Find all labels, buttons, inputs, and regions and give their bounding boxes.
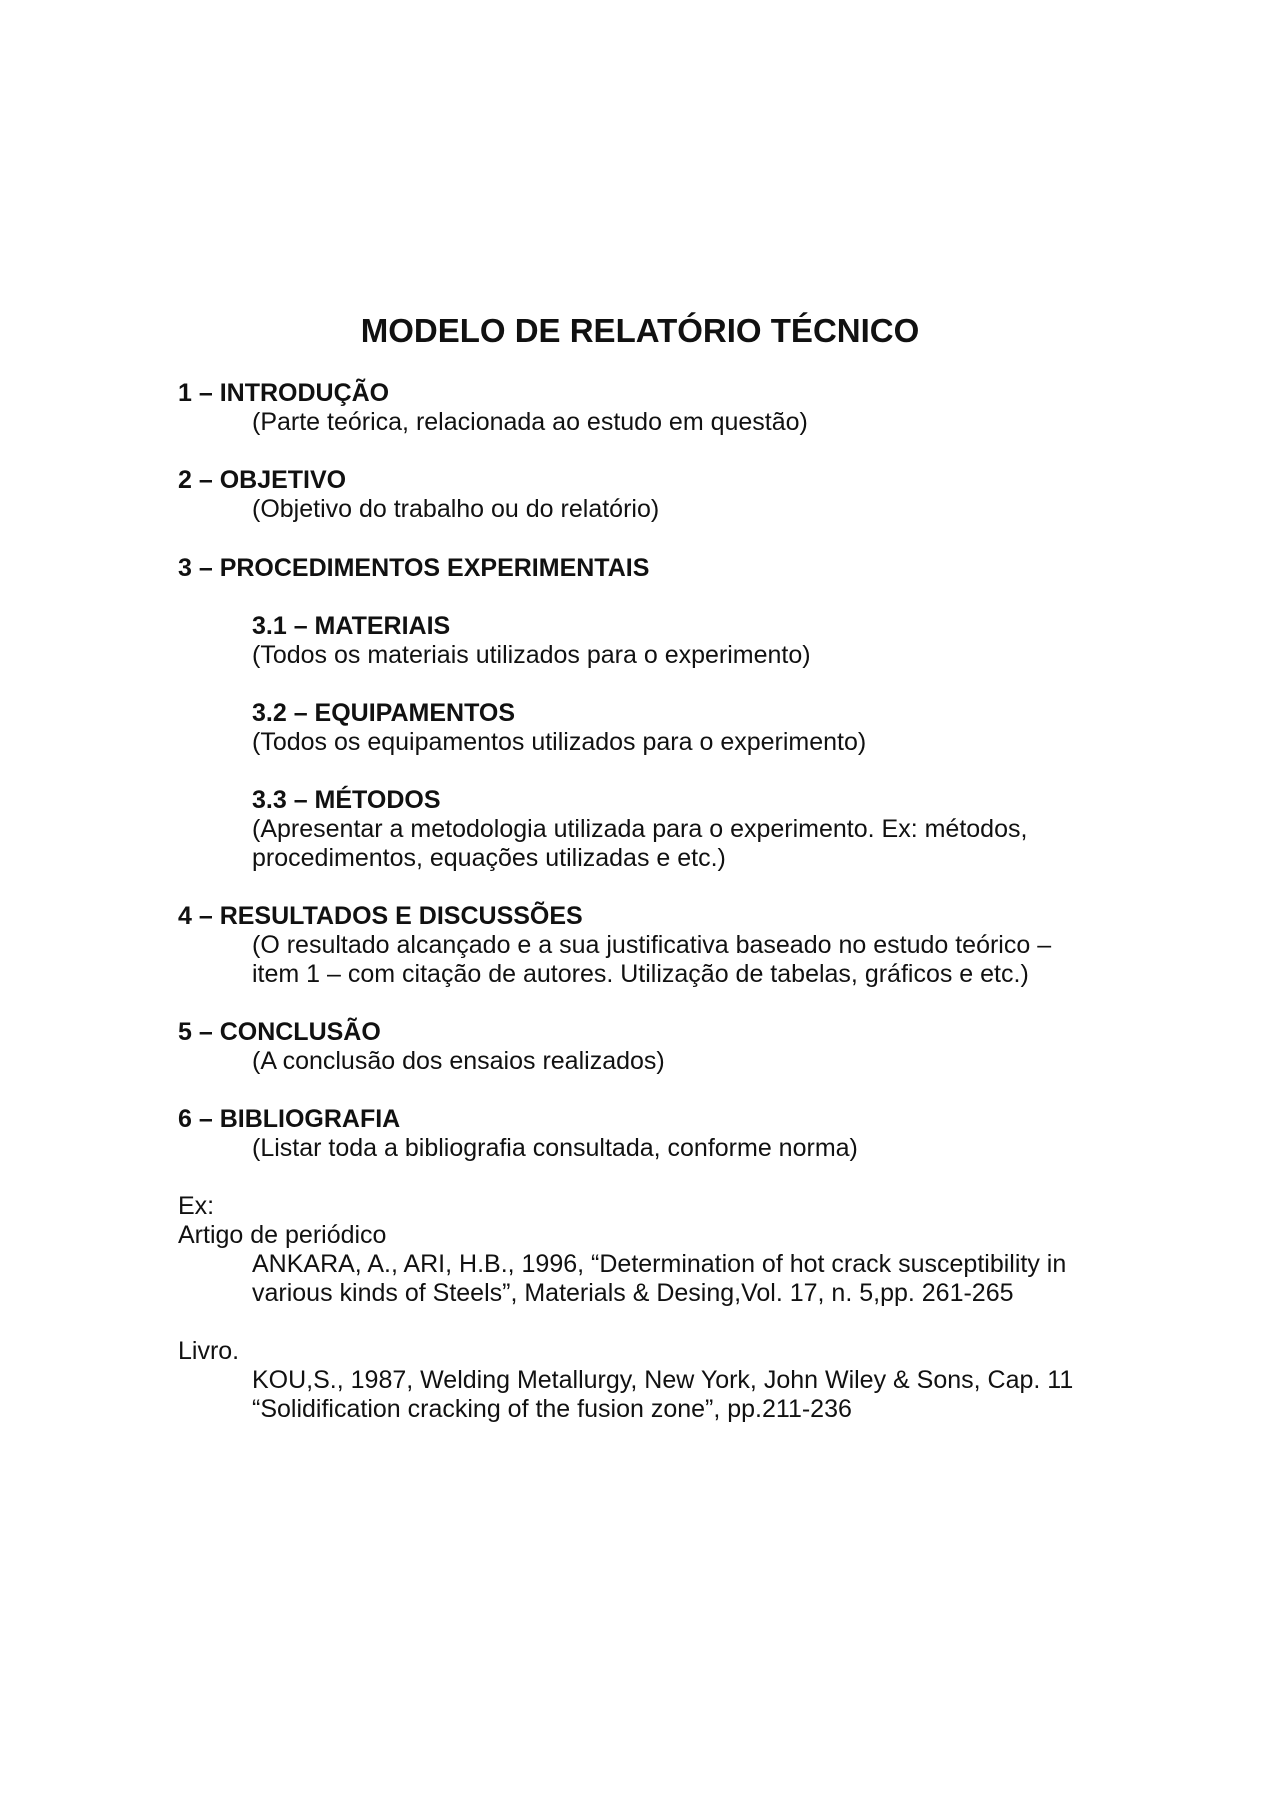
section-description-resultados-line-1: (O resultado alcançado e a sua justificativa baseado no estudo teórico – xyxy=(252,931,1052,959)
section-heading-resultados: 4 – RESULTADOS E DISCUSSÕES xyxy=(178,902,583,930)
subsection-heading-equipamentos: 3.2 – EQUIPAMENTOS xyxy=(252,699,516,727)
example-article-reference-line-2: various kinds of Steels”, Materials & Desing,Vol. 17, n. 5,pp. 261-265 xyxy=(252,1279,1014,1307)
example-book-reference-line-2: “Solidification cracking of the fusion zone”, pp.211-236 xyxy=(252,1395,852,1423)
section-description-conclusao: (A conclusão dos ensaios realizados) xyxy=(252,1047,665,1075)
subsection-description-equipamentos: (Todos os equipamentos utilizados para o experimento) xyxy=(252,728,867,756)
subsection-description-metodos-line-1: (Apresentar a metodologia utilizada para o experimento. Ex: métodos, xyxy=(252,815,1028,843)
section-heading-conclusao: 5 – CONCLUSÃO xyxy=(178,1018,381,1046)
section-heading-objetivo: 2 – OBJETIVO xyxy=(178,466,347,494)
examples-label: Ex: xyxy=(178,1192,215,1220)
subsection-description-materiais: (Todos os materiais utilizados para o experimento) xyxy=(252,641,811,669)
section-heading-bibliografia: 6 – BIBLIOGRAFIA xyxy=(178,1105,401,1133)
example-article-label: Artigo de periódico xyxy=(178,1221,387,1249)
section-description-introducao: (Parte teórica, relacionada ao estudo em questão) xyxy=(252,408,808,436)
example-book-reference-line-1: KOU,S., 1987, Welding Metallurgy, New York, John Wiley & Sons, Cap. 11 xyxy=(252,1366,1074,1394)
section-description-bibliografia: (Listar toda a bibliografia consultada, conforme norma) xyxy=(252,1134,858,1162)
subsection-description-metodos-line-2: procedimentos, equações utilizadas e etc.) xyxy=(252,844,726,872)
example-book-label: Livro. xyxy=(178,1337,240,1365)
subsection-heading-materiais: 3.1 – MATERIAIS xyxy=(252,612,451,640)
example-article-reference-line-1: ANKARA, A., ARI, H.B., 1996, “Determination of hot crack susceptibility in xyxy=(252,1250,1067,1278)
document-title: MODELO DE RELATÓRIO TÉCNICO xyxy=(360,312,920,349)
section-description-resultados-line-2: item 1 – com citação de autores. Utilização de tabelas, gráficos e etc.) xyxy=(252,960,1029,988)
section-description-objetivo: (Objetivo do trabalho ou do relatório) xyxy=(252,495,660,523)
section-heading-introducao: 1 – INTRODUÇÃO xyxy=(178,379,390,407)
section-heading-procedimentos: 3 – PROCEDIMENTOS EXPERIMENTAIS xyxy=(178,554,650,582)
subsection-heading-metodos: 3.3 – MÉTODOS xyxy=(252,786,441,814)
